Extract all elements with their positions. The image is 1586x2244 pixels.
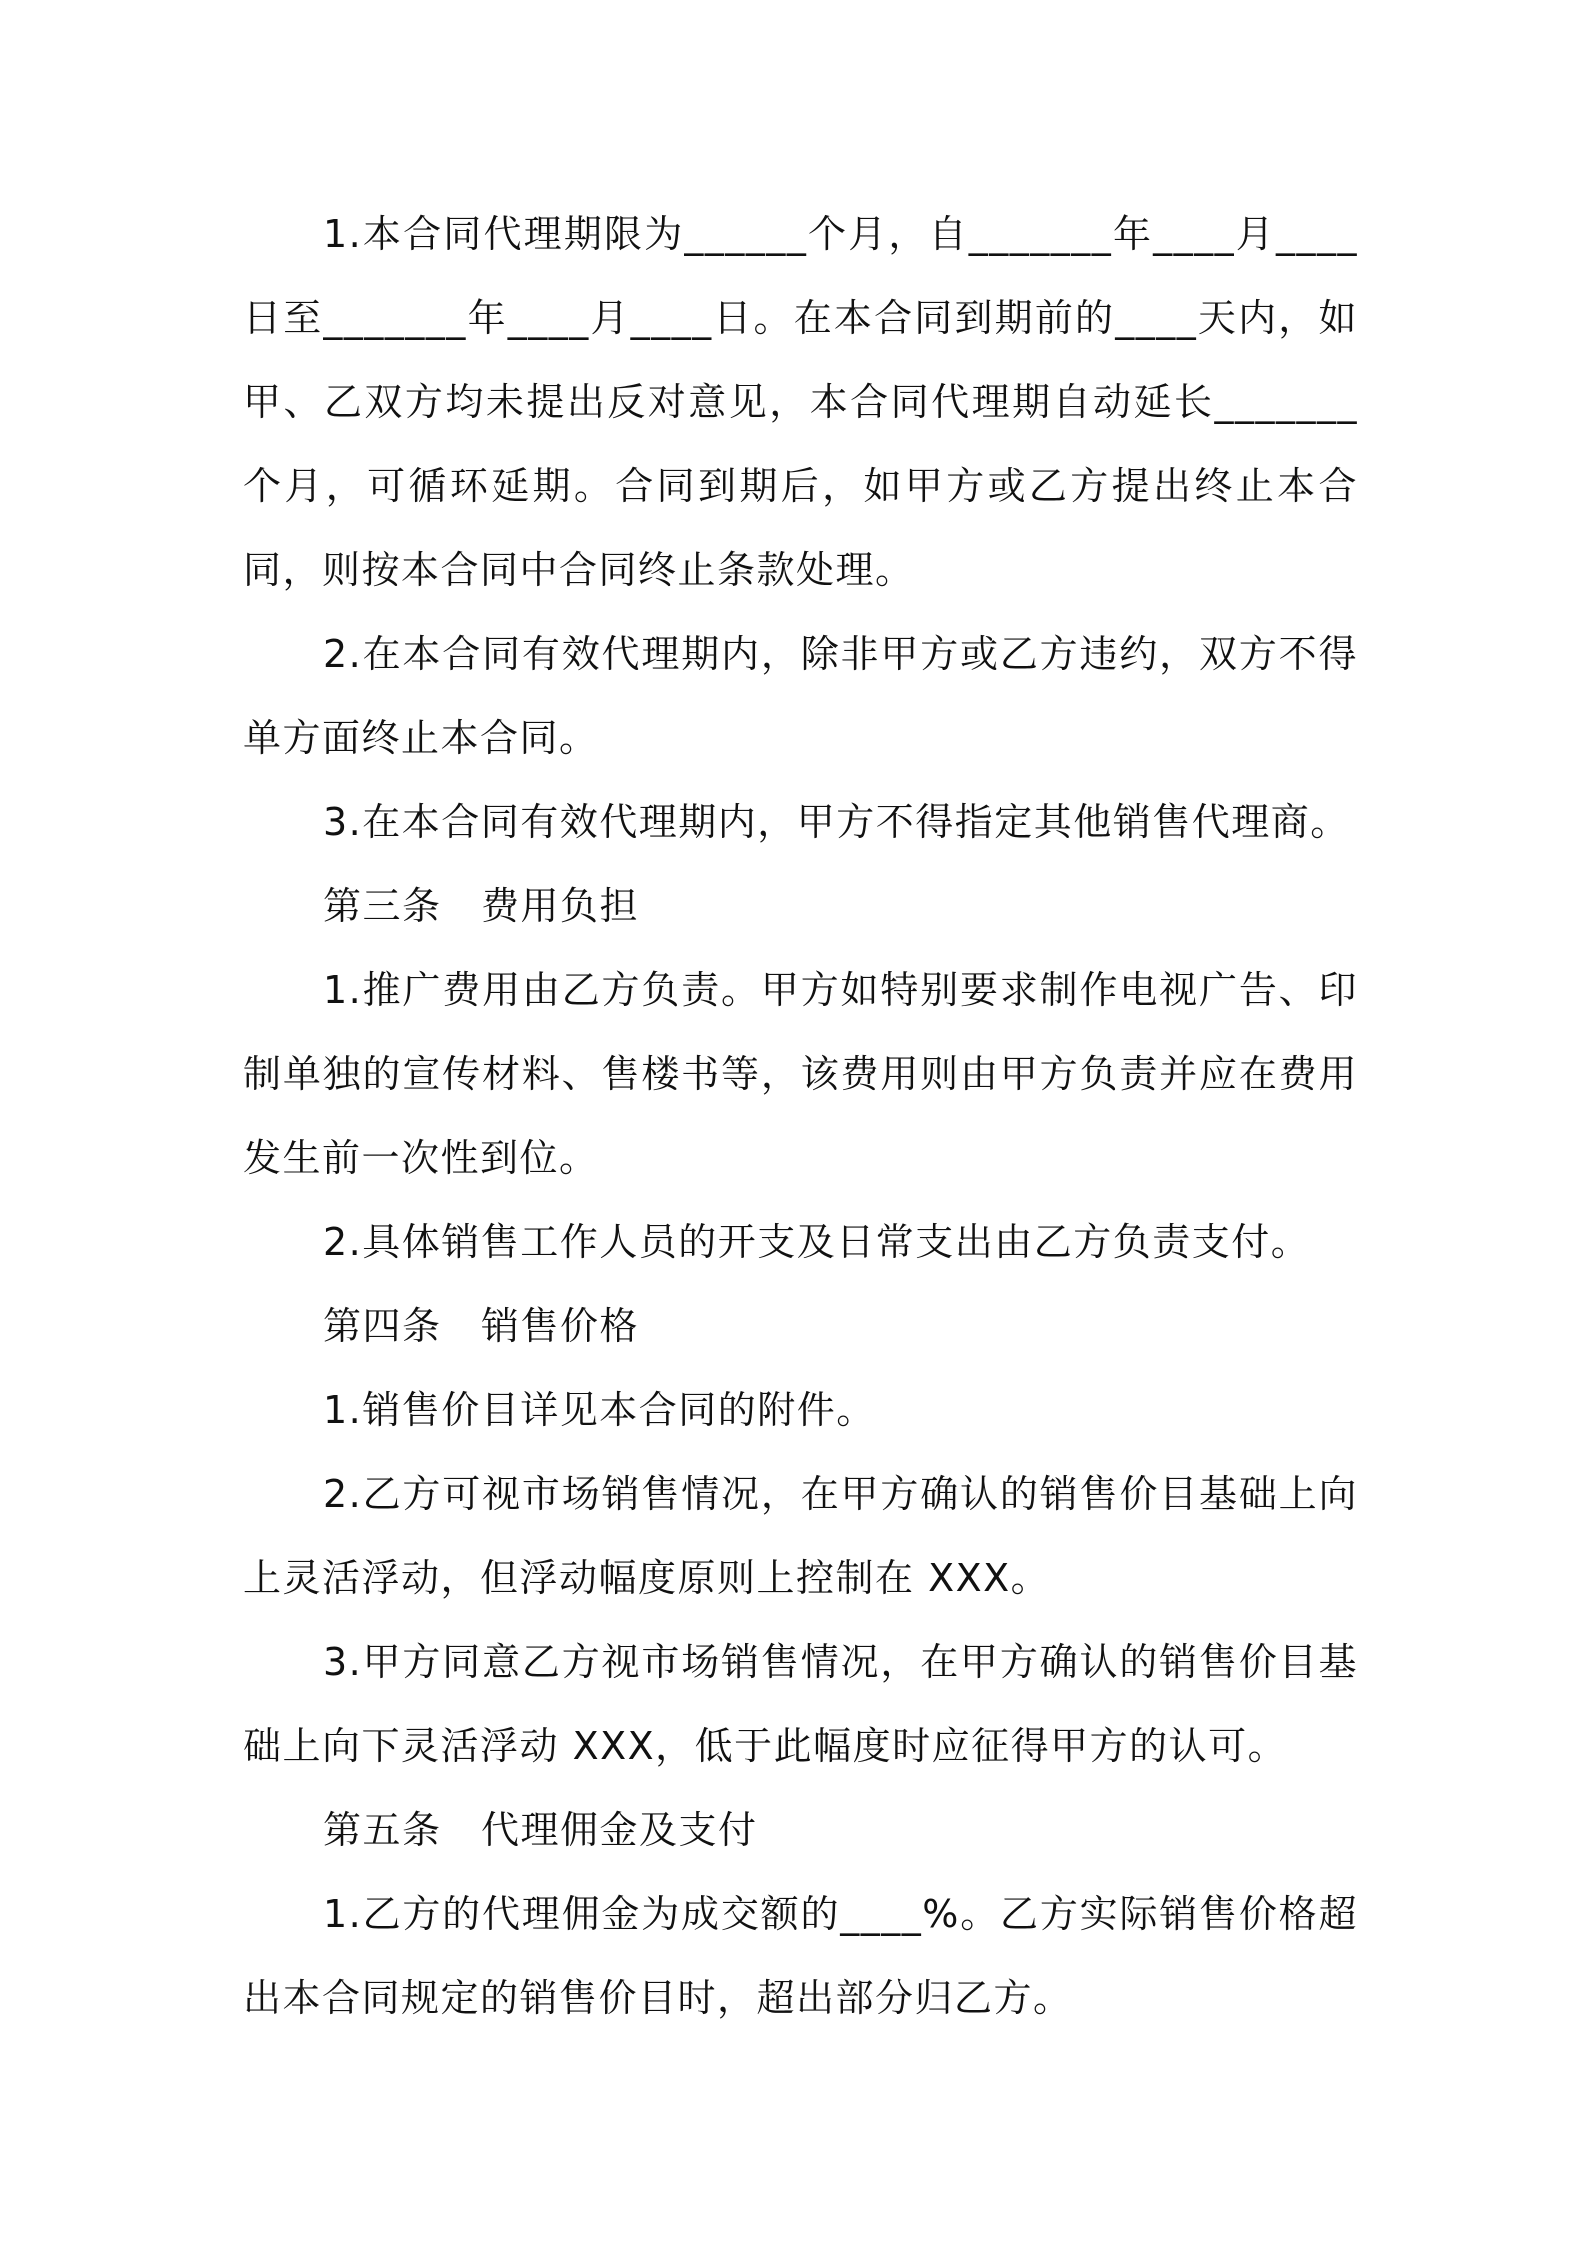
document-body — [243, 192, 1358, 2040]
article-5-heading: 第五条 代理佣金及支付 — [323, 1808, 758, 1852]
paragraph-price-upward: 2.乙方可视市场销售情况，在甲方确认的销售价目基础上向上灵活浮动，但浮动幅度原则上控制在 XXX。 — [243, 1472, 1358, 1600]
paragraph-price-list: 1.销售价目详见本合同的附件。 — [323, 1388, 876, 1432]
paragraph-no-unilateral-termination: 2.在本合同有效代理期内，除非甲方或乙方违约，双方不得单方面终止本合同。 — [243, 632, 1358, 760]
paragraph-term-period: 1.本合同代理期限为______个月，自_______年____月____日至_______年____月____日。在本合同到期前的____天内，如甲、乙双方均未提出反对意见，本合同代理期自动延长_______个月，可循环延期。合同到期后，如甲方或乙方提出终止本合同，则按本合同中合同终止条款处理。 — [243, 212, 1358, 592]
paragraph-exclusive-agent: 3.在本合同有效代理期内，甲方不得指定其他销售代理商。 — [323, 800, 1350, 844]
paragraph-promotion-costs: 1.推广费用由乙方负责。甲方如特别要求制作电视广告、印制单独的宣传材料、售楼书等，该费用则由甲方负责并应在费用发生前一次性到位。 — [243, 968, 1358, 1180]
paragraph-staff-costs: 2.具体销售工作人员的开支及日常支出由乙方负责支付。 — [323, 1220, 1311, 1264]
paragraph-price-downward: 3.甲方同意乙方视市场销售情况，在甲方确认的销售价目基础上向下灵活浮动 XXX，低于此幅度时应征得甲方的认可。 — [243, 1640, 1358, 1768]
paragraph-commission: 1.乙方的代理佣金为成交额的____%。乙方实际销售价格超出本合同规定的销售价目时，超出部分归乙方。 — [243, 1892, 1358, 2020]
article-3-heading: 第三条 费用负担 — [323, 884, 640, 928]
article-4-heading: 第四条 销售价格 — [323, 1304, 640, 1348]
